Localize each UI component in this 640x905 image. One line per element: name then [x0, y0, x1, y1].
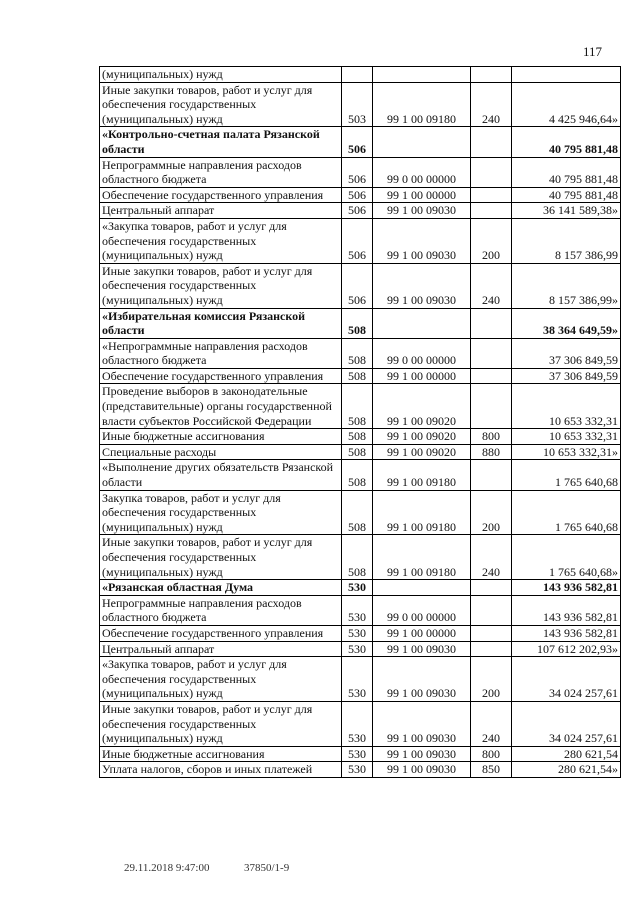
cell-vr [471, 384, 512, 429]
table-row [100, 746, 621, 762]
cell-code: 530 [342, 657, 373, 702]
cell-vr: 240 [471, 82, 512, 127]
cell-code: 506 [342, 157, 373, 187]
table-row [100, 203, 621, 219]
cell-csr: 99 1 00 09180 [373, 460, 471, 490]
cell-sum: 1 765 640,68» [512, 535, 621, 580]
cell-csr: 99 1 00 09020 [373, 384, 471, 429]
cell-code: 530 [342, 746, 373, 762]
page-number: 117 [583, 44, 603, 59]
cell-csr: 99 0 00 00000 [373, 595, 471, 625]
cell-sum: 143 936 582,81 [512, 580, 621, 596]
cell-vr [471, 595, 512, 625]
cell-code: 506 [342, 263, 373, 308]
cell-code: 508 [342, 429, 373, 445]
cell-vr [471, 127, 512, 157]
cell-sum [512, 67, 621, 83]
cell-name: «Рязанская областная Дума [100, 580, 342, 596]
cell-csr [373, 127, 471, 157]
cell-csr: 99 1 00 09020 [373, 444, 471, 460]
cell-csr: 99 1 00 09030 [373, 746, 471, 762]
cell-code: 508 [342, 460, 373, 490]
table-row [100, 625, 621, 641]
cell-vr [471, 368, 512, 384]
cell-sum: 280 621,54» [512, 762, 621, 778]
cell-name: «Контрольно-счетная палата Рязанской области [100, 127, 342, 157]
cell-sum: 1 765 640,68 [512, 490, 621, 535]
cell-name: Проведение выборов в законодательные (представительные) органы государственной власти субъектов Российской Федерации [100, 384, 342, 429]
cell-csr: 99 1 00 09030 [373, 762, 471, 778]
cell-sum: 143 936 582,81 [512, 625, 621, 641]
cell-code: 506 [342, 187, 373, 203]
cell-sum: 10 653 332,31 [512, 429, 621, 445]
cell-name: Обеспечение государственного управления [100, 368, 342, 384]
cell-csr: 99 1 00 09030 [373, 657, 471, 702]
cell-code: 506 [342, 218, 373, 263]
cell-csr: 99 1 00 09030 [373, 263, 471, 308]
cell-sum: 10 653 332,31» [512, 444, 621, 460]
table-row [100, 218, 621, 263]
cell-csr [373, 67, 471, 83]
cell-name: Обеспечение государственного управления [100, 625, 342, 641]
cell-sum: 107 612 202,93» [512, 641, 621, 657]
cell-name: Иные бюджетные ассигнования [100, 746, 342, 762]
table-row [100, 338, 621, 368]
table-row [100, 490, 621, 535]
table-row [100, 641, 621, 657]
cell-code: 508 [342, 308, 373, 338]
cell-code: 508 [342, 535, 373, 580]
cell-csr: 99 1 00 09030 [373, 218, 471, 263]
cell-name: Центральный аппарат [100, 203, 342, 219]
table-row [100, 157, 621, 187]
cell-csr: 99 1 00 09180 [373, 490, 471, 535]
budget-table [99, 66, 621, 778]
cell-csr: 99 1 00 09180 [373, 535, 471, 580]
table-row [100, 701, 621, 746]
cell-sum: 34 024 257,61 [512, 701, 621, 746]
table-row [100, 444, 621, 460]
table-row [100, 187, 621, 203]
cell-sum: 280 621,54 [512, 746, 621, 762]
cell-vr: 200 [471, 218, 512, 263]
table-row [100, 595, 621, 625]
cell-vr [471, 67, 512, 83]
cell-csr: 99 0 00 00000 [373, 338, 471, 368]
cell-name: Иные закупки товаров, работ и услуг для обеспечения государственных (муниципальных) нужд [100, 263, 342, 308]
cell-name: «Избирательная комиссия Рязанской области [100, 308, 342, 338]
cell-name: Закупка товаров, работ и услуг для обеспечения государственных (муниципальных) нужд [100, 490, 342, 535]
cell-code: 508 [342, 338, 373, 368]
cell-code: 506 [342, 127, 373, 157]
cell-sum: 143 936 582,81 [512, 595, 621, 625]
cell-name: Иные закупки товаров, работ и услуг для обеспечения государственных (муниципальных) нужд [100, 535, 342, 580]
table-row [100, 535, 621, 580]
cell-name: «Выполнение других обязательств Рязанской области [100, 460, 342, 490]
cell-code: 530 [342, 641, 373, 657]
cell-sum: 34 024 257,61 [512, 657, 621, 702]
cell-csr: 99 1 00 09030 [373, 203, 471, 219]
cell-sum: 40 795 881,48 [512, 127, 621, 157]
cell-name: Непрограммные направления расходов областного бюджета [100, 595, 342, 625]
cell-vr [471, 460, 512, 490]
cell-csr [373, 308, 471, 338]
cell-sum: 8 157 386,99 [512, 218, 621, 263]
cell-code: 508 [342, 368, 373, 384]
cell-code: 503 [342, 82, 373, 127]
cell-vr: 880 [471, 444, 512, 460]
cell-code: 508 [342, 444, 373, 460]
table-row [100, 368, 621, 384]
cell-code [342, 67, 373, 83]
cell-vr: 200 [471, 657, 512, 702]
cell-csr: 99 1 00 00000 [373, 187, 471, 203]
cell-sum: 4 425 946,64» [512, 82, 621, 127]
cell-csr: 99 1 00 09030 [373, 641, 471, 657]
table-row [100, 263, 621, 308]
cell-name: «Закупка товаров, работ и услуг для обеспечения государственных (муниципальных) нужд [100, 218, 342, 263]
cell-sum: 36 141 589,38» [512, 203, 621, 219]
cell-vr [471, 203, 512, 219]
cell-name: Иные бюджетные ассигнования [100, 429, 342, 445]
cell-code: 530 [342, 625, 373, 641]
cell-csr: 99 1 00 09030 [373, 701, 471, 746]
cell-vr: 240 [471, 535, 512, 580]
cell-name: Специальные расходы [100, 444, 342, 460]
cell-sum: 40 795 881,48 [512, 187, 621, 203]
cell-vr [471, 580, 512, 596]
cell-vr [471, 308, 512, 338]
cell-name: «Закупка товаров, работ и услуг для обеспечения государственных (муниципальных) нужд [100, 657, 342, 702]
cell-name: (муниципальных) нужд [100, 67, 342, 83]
footer-date: 29.11.2018 9:47:00 [124, 862, 210, 874]
cell-csr: 99 1 00 00000 [373, 368, 471, 384]
cell-vr [471, 157, 512, 187]
cell-code: 508 [342, 384, 373, 429]
cell-sum: 38 364 649,59» [512, 308, 621, 338]
cell-csr: 99 0 00 00000 [373, 157, 471, 187]
cell-vr: 800 [471, 746, 512, 762]
table-row [100, 429, 621, 445]
cell-sum: 37 306 849,59 [512, 338, 621, 368]
table-row [100, 762, 621, 778]
budget-table-body [100, 67, 621, 778]
cell-code: 530 [342, 762, 373, 778]
table-row [100, 67, 621, 83]
cell-sum: 10 653 332,31 [512, 384, 621, 429]
cell-name: «Непрограммные направления расходов областного бюджета [100, 338, 342, 368]
cell-vr: 800 [471, 429, 512, 445]
table-row [100, 308, 621, 338]
cell-csr: 99 1 00 09180 [373, 82, 471, 127]
cell-sum: 1 765 640,68 [512, 460, 621, 490]
cell-vr: 240 [471, 263, 512, 308]
table-row [100, 384, 621, 429]
cell-code: 530 [342, 701, 373, 746]
cell-csr [373, 580, 471, 596]
cell-vr [471, 338, 512, 368]
cell-vr [471, 625, 512, 641]
cell-vr [471, 187, 512, 203]
cell-vr [471, 641, 512, 657]
table-row [100, 127, 621, 157]
cell-vr: 240 [471, 701, 512, 746]
cell-csr: 99 1 00 00000 [373, 625, 471, 641]
cell-code: 508 [342, 490, 373, 535]
cell-name: Иные закупки товаров, работ и услуг для обеспечения государственных (муниципальных) нужд [100, 701, 342, 746]
cell-sum: 37 306 849,59 [512, 368, 621, 384]
cell-name: Обеспечение государственного управления [100, 187, 342, 203]
cell-sum: 40 795 881,48 [512, 157, 621, 187]
table-row [100, 82, 621, 127]
cell-name: Уплата налогов, сборов и иных платежей [100, 762, 342, 778]
cell-name: Непрограммные направления расходов областного бюджета [100, 157, 342, 187]
table-row [100, 657, 621, 702]
cell-code: 506 [342, 203, 373, 219]
table-row [100, 580, 621, 596]
cell-name: Центральный аппарат [100, 641, 342, 657]
cell-code: 530 [342, 595, 373, 625]
cell-csr: 99 1 00 09020 [373, 429, 471, 445]
cell-vr: 850 [471, 762, 512, 778]
table-row [100, 460, 621, 490]
cell-sum: 8 157 386,99» [512, 263, 621, 308]
cell-vr: 200 [471, 490, 512, 535]
cell-name: Иные закупки товаров, работ и услуг для обеспечения государственных (муниципальных) нужд [100, 82, 342, 127]
cell-code: 530 [342, 580, 373, 596]
footer-doc-id: 37850/1-9 [244, 862, 290, 874]
